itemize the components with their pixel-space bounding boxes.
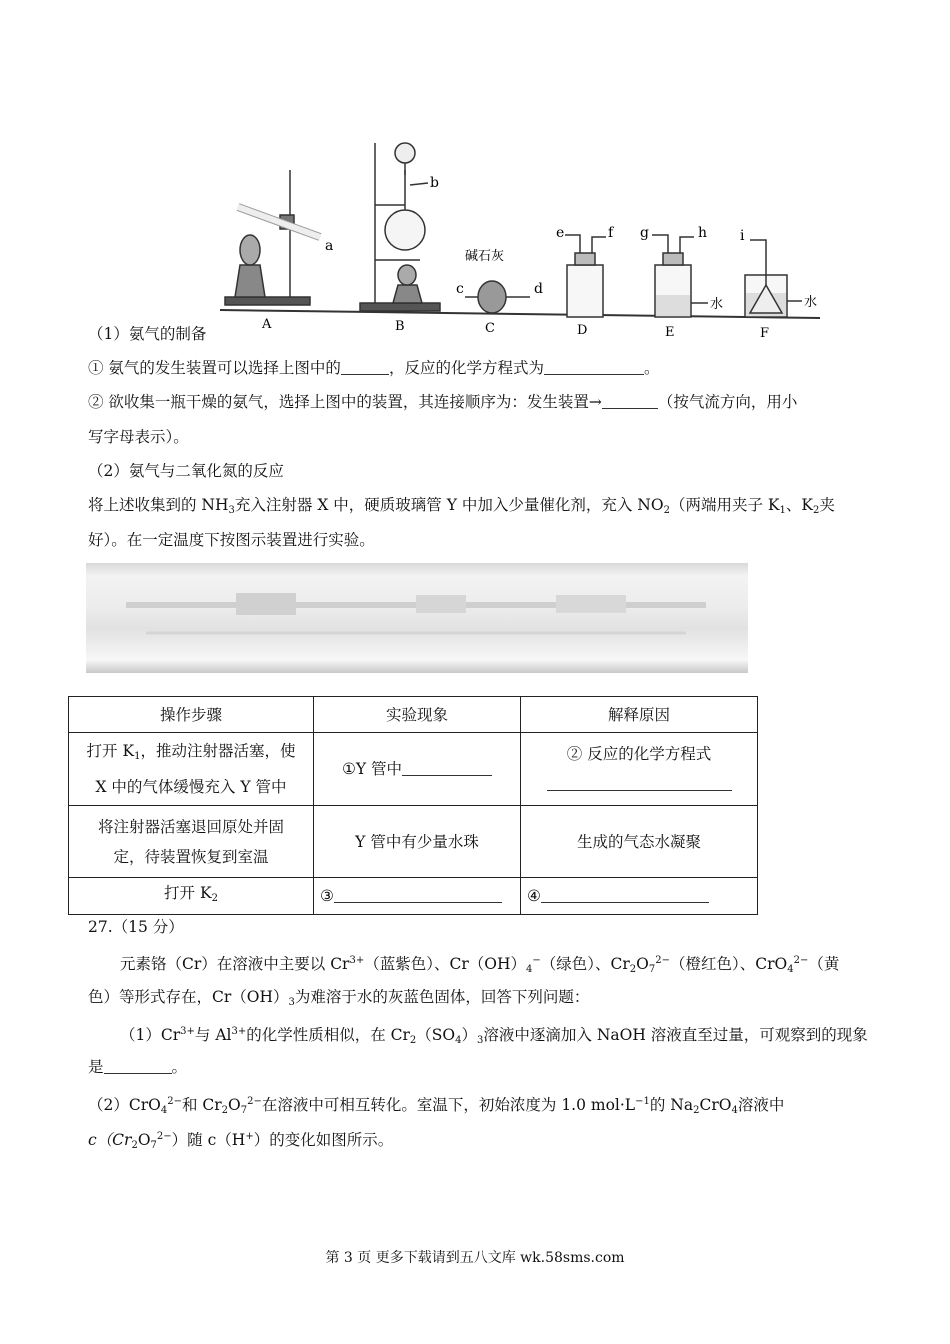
part1-q2-cont: 写字母表示）。 [88, 428, 189, 446]
part2-heading: （2）氨气与二氧化氮的反应 [88, 462, 284, 480]
part2-para2: 好）。在一定温度下按图示装置进行实验。 [88, 531, 375, 549]
label-i: i [740, 228, 745, 244]
water-E-label: 水 [710, 297, 724, 312]
caption-B: B [395, 319, 405, 334]
label-f: f [608, 225, 614, 241]
apparatus-E [652, 235, 708, 317]
table-cell: Y 管中有少量水珠 [314, 806, 521, 878]
q27-intro1: 元素铬（Cr）在溶液中主要以 $Cr^{3+}$（蓝紫色）、$Cr(OH)_4^-$（绿色）、$Cr_2O_7^{2-}$（橙红色）、CrO$_4^{2-}$（黄 [120, 955, 840, 975]
label-a: a [325, 238, 334, 254]
apparatus-D [565, 235, 606, 317]
table-header: 操作步骤 [69, 697, 314, 733]
label-b: b [430, 175, 439, 191]
label-g: g [640, 225, 649, 241]
water-F-label: 水 [804, 295, 818, 310]
part1-q2: ② 欲收集一瓶干燥的氨气，选择上图中的装置，其连接顺序为：发生装置→ （按气流方向，用小 [88, 393, 798, 411]
apparatus-figure [210, 125, 830, 340]
experiment-table [68, 696, 758, 915]
caption-E: E [665, 325, 675, 340]
table-cell: 生成的气态水凝聚 [521, 806, 758, 878]
caption-A: A [262, 317, 272, 332]
reaction-apparatus-image [86, 563, 748, 673]
apparatus-C [465, 281, 530, 313]
part1-q1: ① 氨气的发生装置可以选择上图中的 ，反应的化学方程式为 。 [88, 359, 660, 377]
apparatus-A [225, 170, 320, 305]
q27-q2-cont: $c(Cr_2O_7^{2-})$随 c（H+）的变化如图所示。 [88, 1131, 394, 1151]
table-cell: 打开 $K_2$ [69, 878, 314, 915]
table-row [69, 878, 758, 915]
part2-para1: 将上述收集到的 $NH_3$充入注射器 X 中，硬质玻璃管 Y 中加入少量催化剂，充入 $NO_2$（两端用夹子 $K_1$、$K_2$夹 [88, 496, 835, 516]
table-cell: 打开 $K_1$，推动注射器活塞，使 X 中的气体缓慢充入 Y 管中 [69, 733, 314, 806]
table-row [69, 806, 758, 878]
label-e: e [556, 225, 565, 241]
page-footer: 第 3 页 更多下载请到五八文库 wk.58sms.com [325, 1250, 625, 1266]
table-header: 解释原因 [521, 697, 758, 733]
q27-q1: $(1)Cr^{3+}$与 $Al^{3+}$的化学性质相似，在 $Cr_2(SO_4)_3$溶液中逐滴加入 NaOH 溶液直至过量，可观察到的现象 [120, 1026, 868, 1046]
table-cell: ③ [314, 878, 521, 915]
q27-q1-cont: 是 。 [88, 1058, 188, 1076]
caption-C: C [485, 321, 495, 336]
label-d: d [534, 281, 543, 297]
q27-intro2: 色）等形式存在，$Cr(OH)_3$为难溶于水的灰蓝色固体，回答下列问题： [88, 988, 590, 1008]
table-cell: ② 反应的化学方程式 [521, 733, 758, 806]
table-header: 实验现象 [314, 697, 521, 733]
q27-title: 27.（15 分） [88, 918, 184, 936]
table-cell: ①Y 管中 [314, 733, 521, 806]
table-cell: 将注射器活塞退回原处并固 定，待装置恢复到室温 [69, 806, 314, 878]
lime-label: 碱石灰 [465, 249, 505, 264]
table-cell: ④ [521, 878, 758, 915]
table-row [69, 733, 758, 806]
q27-q2: （2）CrO$_4^{2-}$和 $Cr_2O_7^{2-}$在溶液中可相互转化。室温下，初始浓度为 1.0 $mol\cdot L^{-1}$的 $Na_2CrO_4$溶液中 [88, 1096, 785, 1116]
part1-heading: （1）氨气的制备 [88, 325, 207, 343]
caption-D: D [577, 323, 588, 338]
label-h: h [698, 225, 708, 241]
label-c: c [456, 281, 464, 297]
caption-F: F [760, 326, 770, 340]
apparatus-F [745, 240, 802, 317]
apparatus-B [360, 143, 440, 311]
